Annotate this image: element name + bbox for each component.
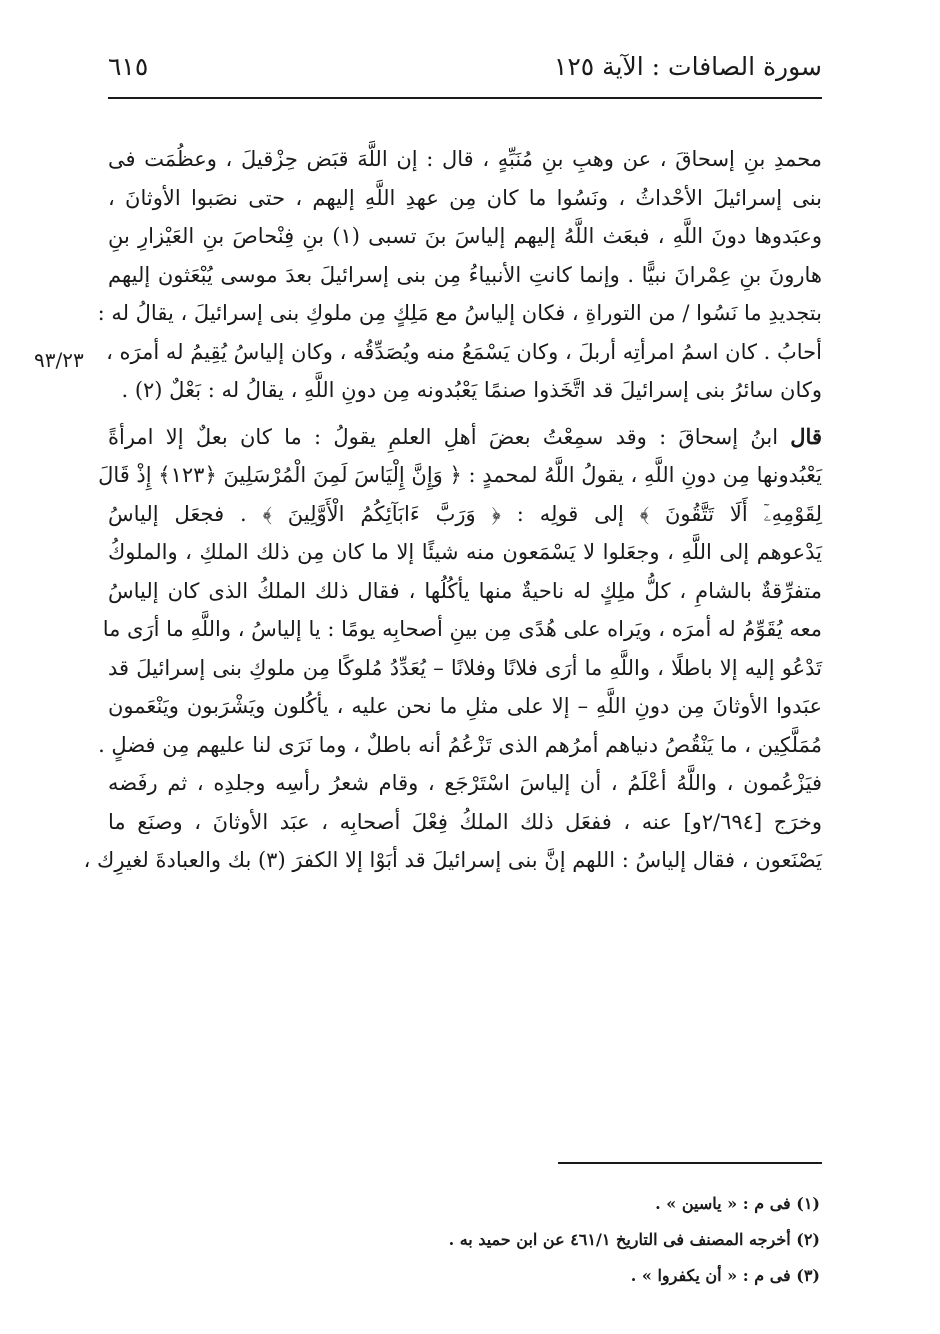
footnote: (٣) فى م : « أن يكفروا » . — [630, 1266, 820, 1285]
text-line: تَدْعُو إليه إلا باطلًا ، واللَّهِ ما أرَى فلانًا وفلانًا – يُعَدِّدُ مُلوكًا مِن ملوكِ بنى إسرائيلَ قد — [108, 655, 822, 680]
text-line: محمدِ بنِ إسحاقَ ، عن وهبِ بنِ مُنَبِّهٍ ، قال : إن اللَّهَ قبَض حِزْقيلَ ، وعظُمَت فى — [108, 147, 822, 171]
footnote-rule — [558, 1162, 822, 1164]
text-line: يَصْنَعون ، فقال إلياسُ : اللهم إنَّ بنى إسرائيلَ قد أبَوْا إلا الكفرَ (٣) بك والعبادةَ لغيرِك ، — [83, 848, 822, 872]
paragraph-first-line-text: ابنُ إسحاقَ : وقد سمِعْتُ بعضَ أهلِ العلمِ يقولُ : ما كان بعلٌ إلا امرأةً — [108, 424, 791, 449]
text-line: وكان سائرُ بنى إسرائيلَ قد اتَّخَذوا صنمًا يَعْبُدونه مِن دونِ اللَّهِ ، يقالُ له : بَعْلٌ (٢) . — [121, 378, 822, 402]
header-rule — [108, 97, 822, 99]
text-line: يَعْبُدونها مِن دونِ اللَّهِ ، يقولُ اللَّهُ لمحمدٍ : ﴿ وَإِنَّ إِلْيَاسَ لَمِنَ الْمُرْسَلِينَ ﴿١٢٣﴾ إِذْ قَالَ — [98, 463, 822, 487]
footnotes — [108, 1186, 820, 1294]
main-text — [83, 140, 822, 880]
text-line: بنى إسرائيلَ الأحْداثُ ، ونَسُوا ما كان مِن عهدِ اللَّهِ إليهم ، حتى نصَبوا الأوثانَ ، — [108, 185, 822, 210]
margin-reference: ٩٣/٢٣ — [34, 348, 84, 372]
paragraph-first-line — [108, 418, 822, 457]
text-line: أحابُ . كان اسمُ امرأتِه أربلَ ، وكان يَسْمَعُ منه ويُصَدِّقُه ، وكان إلياسُ يُقِيمُ له أمرَه ، — [106, 339, 822, 364]
paragraph-lead-word: قال — [790, 423, 822, 449]
text-line: وعبَدوها دونَ اللَّهِ ، فبعَث اللَّهُ إليهم إلياسَ بنَ تسبى (١) بنِ فِنْحاصَ بنِ العَيْزارِ بنِ — [108, 224, 822, 248]
footnote: (١) فى م : « ياسين » . — [655, 1194, 820, 1213]
page-number: ٦١٥ — [108, 52, 149, 81]
footnote: (٢) أخرجه المصنف فى التاريخ ٤٦١/١ عن ابن حميد به . — [448, 1230, 820, 1249]
running-header — [108, 52, 822, 92]
text-line: معه يُقَوِّمُ له أمرَه ، ويَراه على هُدًى مِن بينِ أصحابِه يومًا : يا إلياسُ ، واللَّهِ ما أرَى ما — [102, 617, 822, 641]
text-line: يَدْعوهم إلى اللَّهِ ، وجعَلوا لا يَسْمَعون منه شيئًا إلا ما كان مِن ذلك الملكِ ، والملوكُ — [108, 540, 822, 564]
text-line: وخرَج [٢/٦٩٤و] عنه ، ففعَل ذلك الملكُ فِعْلَ أصحابِه ، عبَد الأوثانَ ، وصنَع ما — [108, 809, 822, 834]
header-title: سورة الصافات : الآية ١٢٥ — [553, 52, 822, 81]
text-line: هارونَ بنِ عِمْرانَ نبيًّا . وإنما كانتِ الأنبياءُ مِن بنى إسرائيلَ بعدَ موسى يُبْعَثون إليهم — [108, 262, 822, 287]
text-line: بتجديدِ ما نَسُوا / من التوراةِ ، فكان إلياسُ مع مَلِكٍ مِن ملوكِ بنى إسرائيلَ ، يقالُ له : — [97, 301, 822, 325]
text-line: متفرِّقةٌ بالشامِ ، كلُّ ملِكٍ له ناحيةٌ منها يأكُلُها ، فقال ذلك الملكُ الذى كان إلياسُ — [108, 578, 822, 603]
text-line: مُمَلَّكِين ، ما يَنْقُصُ دنياهم أمرُهم الذى تَزْعُمُ أنه باطلٌ ، وما نَرَى لنا عليهم مِن فضلٍ . — [98, 732, 822, 757]
text-line: لِقَوْمِهِۦٓ أَلَا تَتَّقُونَ ﴾ إلى قولِه : ﴿ وَرَبَّ ءَابَآئِكُمُ الْأَوَّلِينَ ﴾ . فجعَل إلياسُ — [108, 501, 822, 526]
text-line: فيَزْعُمون ، واللَّهُ أعْلَمُ ، أن إلياسَ اسْتَرْجَع ، وقام شعرُ رأسِه وجلدِه ، ثم رفَضه — [108, 771, 822, 795]
text-line: عبَدوا الأوثانَ مِن دونِ اللَّهِ – إلا على مثلِ ما نحن عليه ، يأكُلون ويَشْرَبون ويَنْعَمون — [108, 694, 822, 718]
